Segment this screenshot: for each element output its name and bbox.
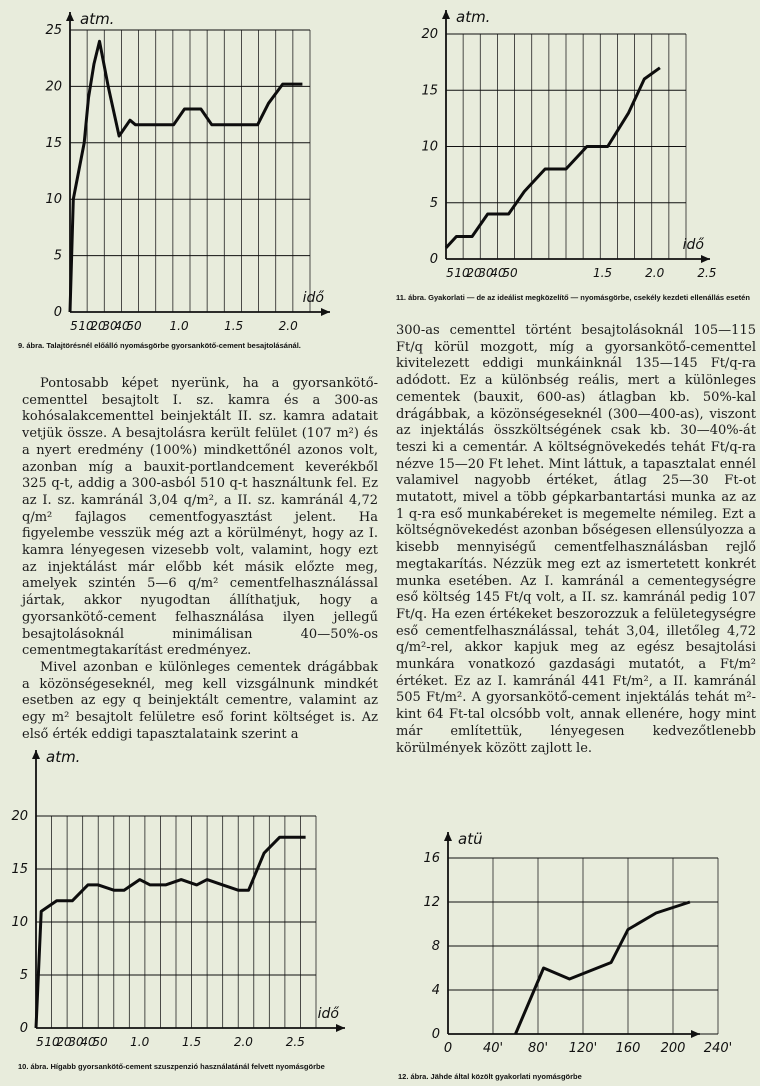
y-tick-label: 8 bbox=[431, 939, 440, 954]
y-tick-label: 10 bbox=[11, 915, 28, 930]
y-tick-label: 4 bbox=[431, 983, 440, 998]
x-tick-label: 30 bbox=[68, 1035, 84, 1049]
x-tick-label: 5 bbox=[70, 319, 78, 333]
figure-10-caption: 10. ábra. Hígabb gyorsankötő-cement szuszpenzió használatánál felvett nyomásgörbe bbox=[18, 1062, 325, 1071]
figure-10-chart bbox=[0, 738, 385, 1068]
x-tick-label: 40' bbox=[482, 1041, 504, 1056]
x-tick-label: 20 bbox=[90, 319, 106, 333]
y-axis-arrow bbox=[32, 750, 40, 759]
series-line bbox=[70, 41, 302, 312]
x-axis-title: idő bbox=[317, 1006, 339, 1022]
figure-9-chart bbox=[20, 0, 360, 340]
paragraph: Mivel azonban e különleges cementek drágábbak a közönségeseknél, meg kell vizsgálnunk mindkét esetben az egy q beinjektált cementre, valamint az egy m² besajtolt felületre eső forint költséget is. Az első érték eddigi tapasztalataink szerint a bbox=[22, 659, 378, 742]
x-tick-label: 30 bbox=[478, 266, 494, 280]
x-tick-label: 10 bbox=[78, 319, 94, 333]
series-line bbox=[516, 902, 690, 1034]
x-tick-label: 10 bbox=[454, 266, 470, 280]
y-tick-label: 10 bbox=[45, 192, 62, 208]
y-tick-label: 16 bbox=[423, 851, 440, 866]
figure-11-chart bbox=[410, 0, 750, 290]
figure-11-caption: 11. ábra. Gyakorlati — de az ideálist megközelítő — nyomásgörbe, csekély kezdeti ellenállás esetén bbox=[396, 293, 750, 302]
x-tick-label: 10 bbox=[44, 1035, 60, 1049]
x-tick-label: 20 bbox=[56, 1035, 72, 1049]
x-tick-label: 5 bbox=[36, 1035, 44, 1049]
x-tick-label: 1.5 bbox=[224, 319, 244, 333]
x-axis-title: idő bbox=[302, 290, 324, 306]
y-tick-label: 0 bbox=[53, 305, 62, 320]
series-line bbox=[36, 837, 306, 1028]
y-tick-label: 0 bbox=[431, 1027, 440, 1042]
x-tick-label: 40 bbox=[80, 1035, 96, 1049]
x-tick-label: 2.5 bbox=[285, 1035, 305, 1049]
y-axis-title: atü bbox=[458, 830, 483, 848]
x-axis-arrow bbox=[691, 1030, 700, 1038]
x-tick-label: 40 bbox=[114, 319, 130, 333]
x-axis-title: idő bbox=[682, 237, 704, 253]
series-line bbox=[446, 68, 660, 248]
x-tick-label: 50 bbox=[126, 319, 142, 333]
y-tick-label: 20 bbox=[421, 27, 438, 42]
y-tick-label: 25 bbox=[45, 23, 62, 38]
y-axis-arrow bbox=[66, 12, 74, 21]
y-tick-label: 20 bbox=[45, 79, 62, 95]
x-tick-label: 2.5 bbox=[697, 266, 717, 280]
y-tick-label: 5 bbox=[19, 968, 28, 983]
x-tick-label: 160 bbox=[615, 1041, 641, 1056]
x-tick-label: 2.0 bbox=[233, 1035, 253, 1049]
x-tick-label: 1.5 bbox=[592, 266, 613, 280]
paragraph: 300-as cementtel történt besajtolásoknál 105—115 Ft/q körül mozgott, míg a gyorsankötő-cementtel kivitelezett eddigi munkáinknál 135—145 Ft/q-ra adódott. Ez a különbség reális, mert a különleges cementek (bauxit, 600-as) átlagban kb. 50%-kal drágábbak, a közönségeseknél (300—400-as), viszont az injektálás összköltségének csak kb. 30—40%-át teszi ki a cementár. A költségnövekedés tehát Ft/q-ra nézve 15—20 Ft lehet. Mint láttuk, a tapasztalat ennél valamivel nagyobb értéket, átlag 25—30 Ft-ot mutatott, mivel a több gépkarbantartási munka az az 1 q-ra eső munkabéreket is megemelte némileg. Ezt a költségnövekedést azonban bőségesen ellensúlyozza a kisebb mennyiségű cementfelhasználásban rejlő megtakarítás. Nézzük meg ezt az ismertetett konkrét munka esetében. Az I. kamránál a cementegységre eső költség 145 Ft/q volt, a II. sz. kamránál pedig 107 Ft/q. Ha ezen értékeket beszorozzuk a felületegységre eső cementfelhasználással, tehát 3,04, illetőleg 4,72 q/m²-rel, akkor kapjuk meg az egész besajtolási munkára vonatkozó gazdasági mutatót, a Ft/m² értéket. Ez az I. kamránál 441 Ft/m², a II. kamránál 505 Ft/m². A gyorsankötő-cement injektálás tehát m²-kint 64 Ft-tal olcsóbb volt, annak ellenére, hogy mint már említettük, lényegesen kedvezőtlenebb körülmények között zajlott le. bbox=[396, 323, 756, 756]
y-axis-arrow bbox=[442, 10, 450, 19]
x-tick-label: 50 bbox=[92, 1035, 108, 1049]
y-axis-title: atm. bbox=[80, 10, 115, 28]
x-axis-arrow bbox=[336, 1024, 345, 1032]
y-axis-title: atm. bbox=[46, 748, 81, 766]
x-tick-label: 240' bbox=[703, 1041, 733, 1056]
y-tick-label: 0 bbox=[429, 252, 438, 267]
y-tick-label: 15 bbox=[421, 83, 438, 99]
right-text-column bbox=[396, 323, 756, 757]
x-tick-label: 1.0 bbox=[130, 1035, 150, 1049]
y-tick-label: 15 bbox=[45, 135, 62, 151]
y-axis-title: atm. bbox=[456, 8, 491, 26]
x-tick-label: 2.0 bbox=[278, 319, 298, 333]
x-axis-arrow bbox=[321, 308, 330, 316]
figure-9-caption: 9. ábra. Talajtörésnél előálló nyomásgörbe gyorsankötő-cement besajtolásánál. bbox=[18, 341, 301, 350]
x-tick-label: 30 bbox=[102, 319, 118, 333]
y-tick-label: 0 bbox=[19, 1021, 28, 1036]
y-tick-label: 10 bbox=[421, 139, 438, 155]
figure-12-chart bbox=[410, 830, 750, 1070]
x-tick-label: 20 bbox=[466, 266, 482, 280]
left-text-column bbox=[22, 376, 378, 743]
x-tick-label: 1.5 bbox=[182, 1035, 202, 1049]
y-tick-label: 20 bbox=[11, 809, 28, 824]
x-tick-label: 5 bbox=[446, 266, 454, 280]
x-tick-label: 0 bbox=[443, 1041, 453, 1056]
figure-12-caption: 12. ábra. Jähde által közölt gyakorlati nyomásgörbe bbox=[398, 1072, 582, 1081]
paragraph: Pontosabb képet nyerünk, ha a gyorsankötő-cementtel besajtolt I. sz. kamra és a 300-as kohósalakcementtel beinjektált II. sz. kamra adatait vetjük össze. A besajtolásra került felület (107 m²) és a nyert eredmény (100%) mindkettőnél azonos volt, azonban míg a bauxit-portlandcement keverékből 325 q-t, addig a 300-asból 510 q-t használtunk fel. Ez az I. sz. kamránál 3,04 q/m², a II. sz. kamránál 4,72 q/m² fajlagos cementfogyasztást jelent. Ha figyelembe vesszük még azt a körülményt, hogy az I. kamra lényegesen vizesebb volt, valamint, hogy ezt az injektálást már előbb két másik előzte meg, amelyek szintén 5—6 q/m² cementfelhasználással jártak, akkor nyugodtan állíthatjuk, hogy a gyorsankötő-cement felhasználása ilyen jellegű besajtolásoknál minimálisan 40—50%-os cementmegtakarítást eredményez. bbox=[22, 376, 378, 659]
x-tick-label: 200 bbox=[660, 1041, 686, 1056]
x-tick-label: 50 bbox=[502, 266, 518, 280]
y-tick-label: 5 bbox=[53, 248, 62, 264]
y-axis-arrow bbox=[444, 832, 452, 841]
x-tick-label: 2.0 bbox=[645, 266, 665, 280]
x-tick-label: 80' bbox=[527, 1041, 549, 1056]
x-tick-label: 1.0 bbox=[169, 319, 189, 333]
y-tick-label: 12 bbox=[423, 895, 440, 910]
x-tick-label: 40 bbox=[490, 266, 506, 280]
x-axis-arrow bbox=[701, 255, 710, 263]
y-tick-label: 15 bbox=[11, 862, 28, 877]
y-tick-label: 5 bbox=[429, 195, 438, 211]
x-tick-label: 120' bbox=[568, 1041, 598, 1056]
